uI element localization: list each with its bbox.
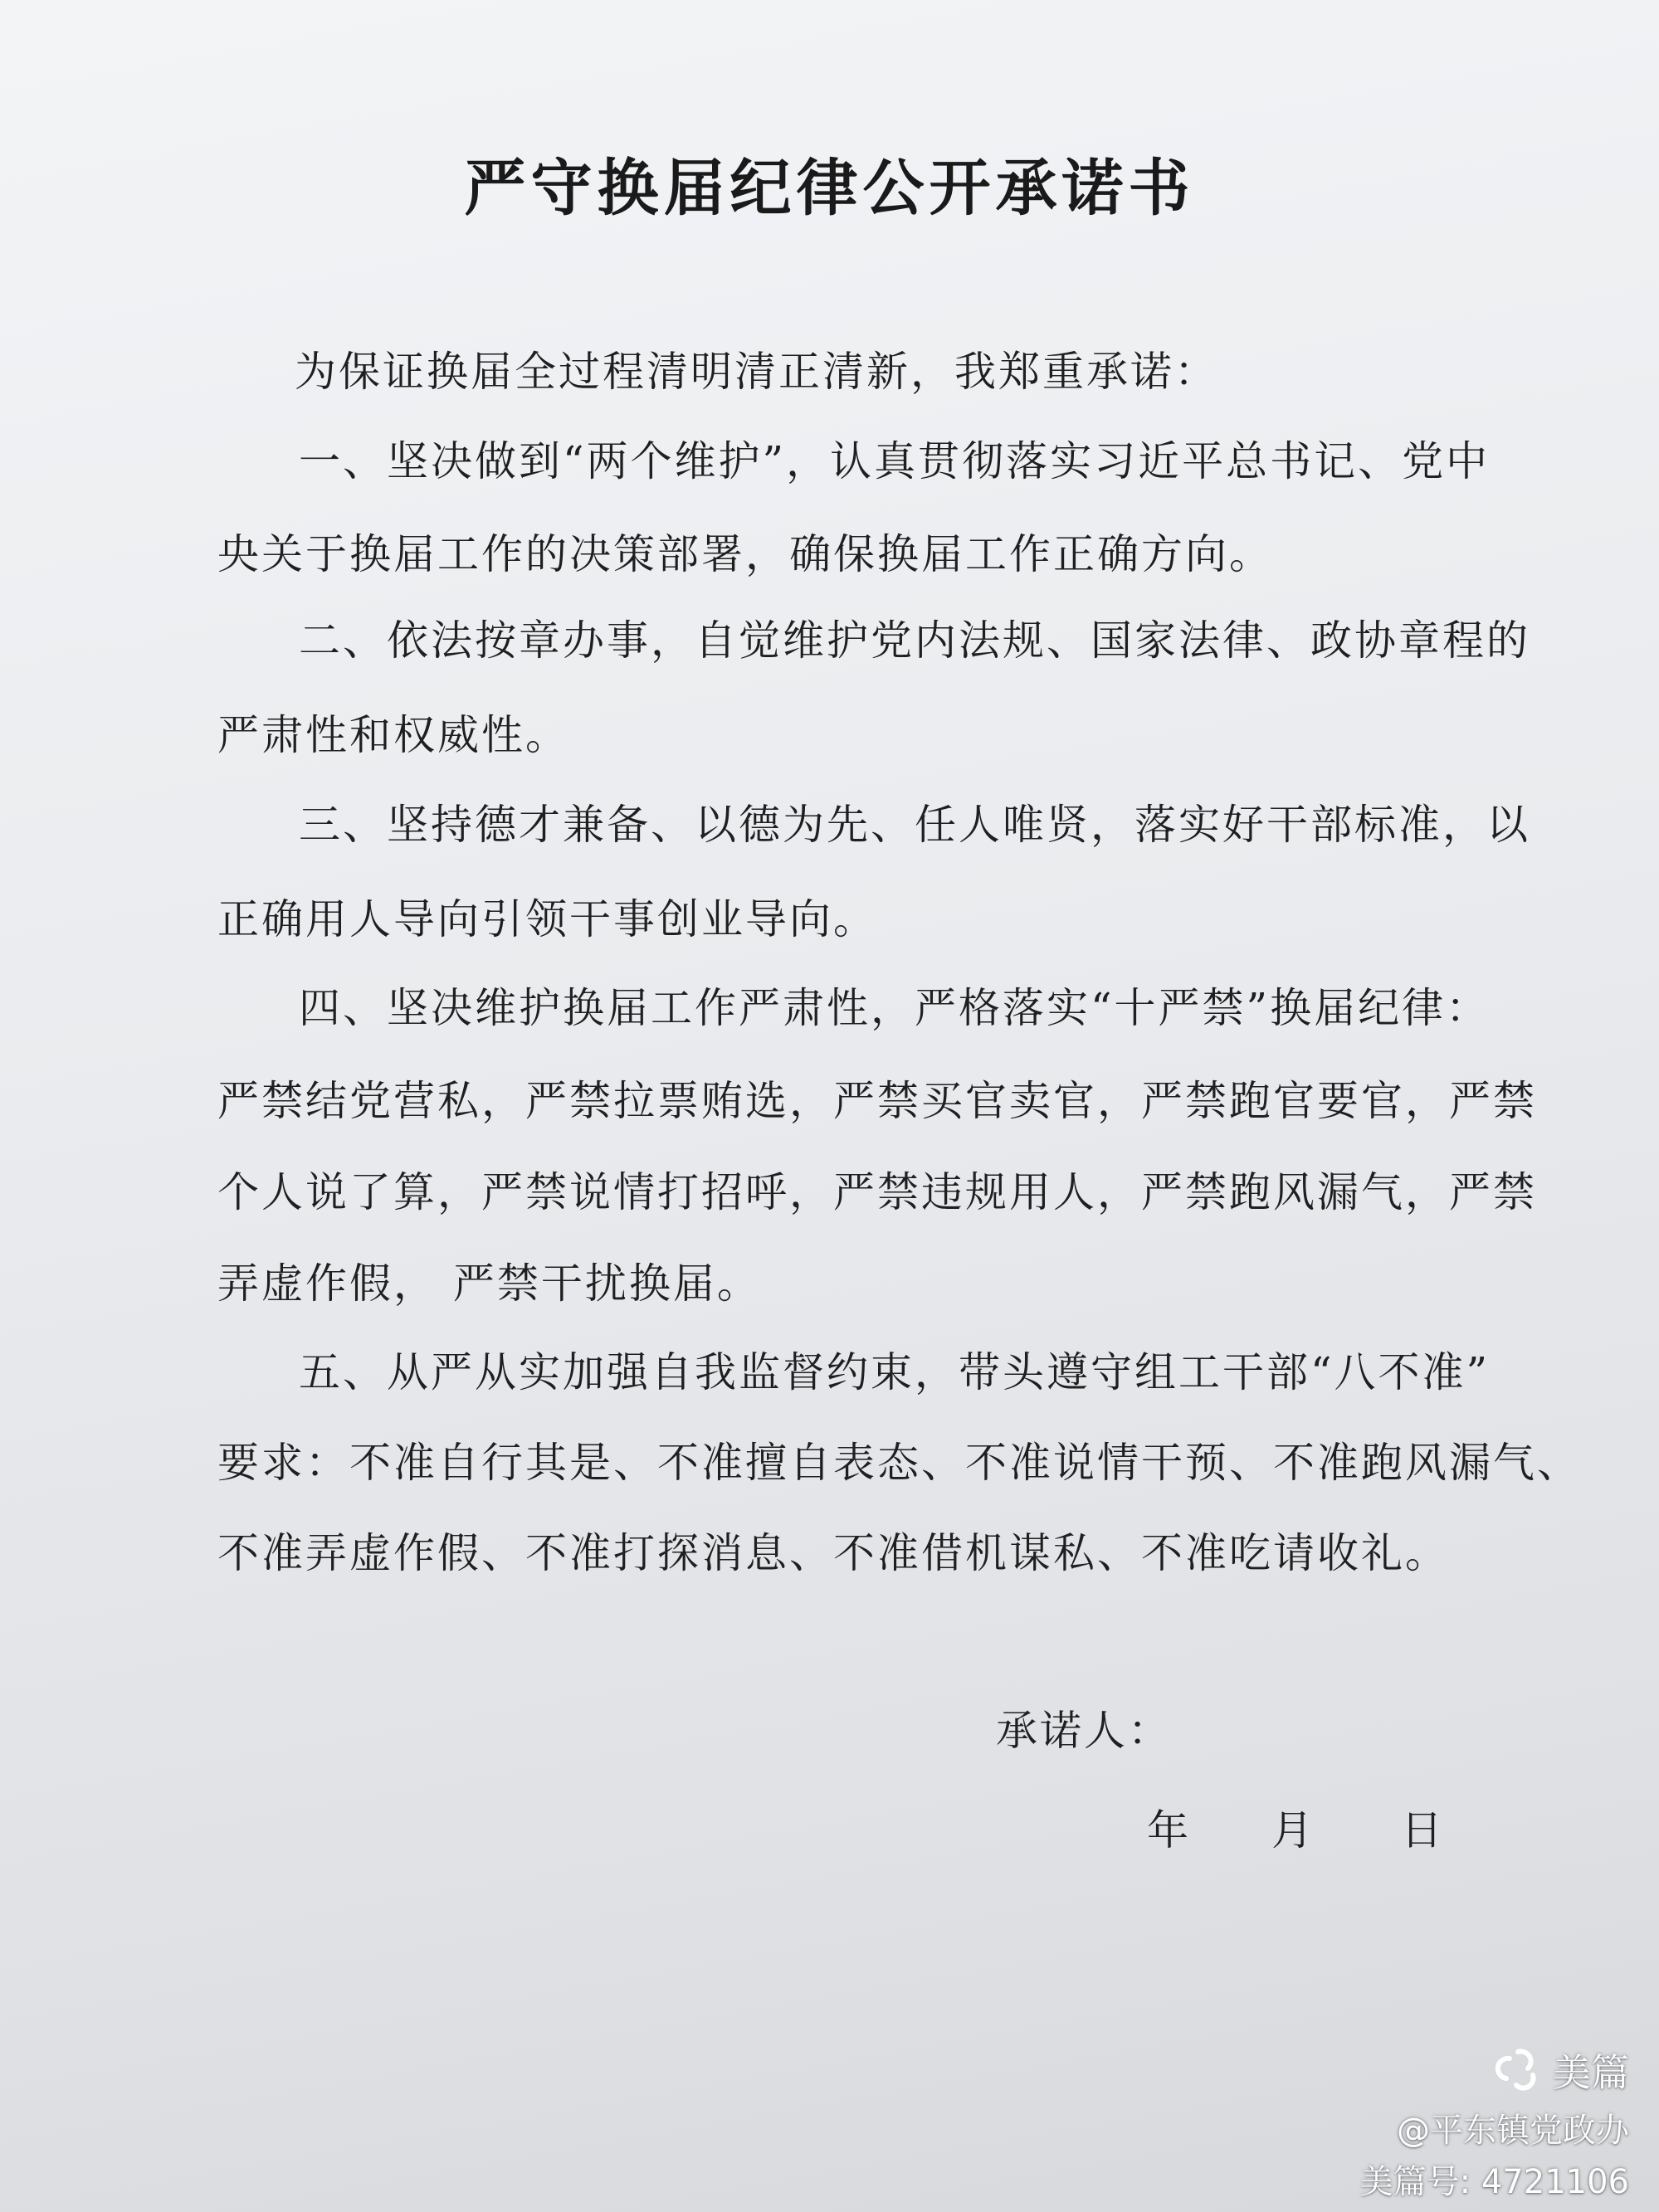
clause-2-line-1: 二、依法按章办事，自觉维护党内法规、国家法律、政协章程的 bbox=[299, 616, 1530, 665]
document-title: 严守换届纪律公开承诺书 bbox=[464, 153, 1195, 224]
clause-5-line-1: 五、从严从实加强自我监督约束，带头遵守组工干部“八不准” bbox=[299, 1348, 1491, 1396]
date-day-label: 日 bbox=[1401, 1806, 1442, 1854]
watermark-id: 美篇号: 4721106 bbox=[1359, 2163, 1629, 2201]
signature-label: 承诺人： bbox=[996, 1707, 1172, 1755]
clause-4-line-1: 四、坚决维护换届工作严肃性，严格落实“十严禁”换届纪律： bbox=[299, 984, 1491, 1032]
watermark-brand bbox=[1495, 2043, 1629, 2098]
clause-1-line-1: 一、坚决做到“两个维护”，认真贯彻落实习近平总书记、党中 bbox=[299, 437, 1491, 485]
intro-paragraph: 为保证换届全过程清明清正清新，我郑重承诺： bbox=[295, 348, 1218, 396]
watermark-brand-text: 美篇 bbox=[1553, 2050, 1629, 2095]
clause-4-line-4: 弄虚作假， 严禁干扰换届。 bbox=[217, 1259, 761, 1308]
date-year-label: 年 bbox=[1147, 1806, 1188, 1854]
clause-3-line-1: 三、坚持德才兼备、以德为先、任人唯贤，落实好干部标准，以 bbox=[299, 801, 1530, 849]
clause-3-line-2: 正确用人导向引领干事创业导向。 bbox=[217, 895, 877, 943]
meipian-logo-icon bbox=[1495, 2047, 1541, 2093]
clause-5-line-2: 要求：不准自行其是、不准擅自表态、不准说情干预、不准跑风漏气、 bbox=[217, 1439, 1581, 1487]
clause-4-line-3: 个人说了算，严禁说情打招呼，严禁违规用人，严禁跑风漏气，严禁 bbox=[217, 1168, 1537, 1216]
watermark-account: @平东镇党政办 bbox=[1397, 2112, 1629, 2150]
clause-1-line-2: 央关于换届工作的决策部署，确保换届工作正确方向。 bbox=[217, 530, 1273, 578]
clause-4-line-2: 严禁结党营私，严禁拉票贿选，严禁买官卖官，严禁跑官要官，严禁 bbox=[217, 1077, 1537, 1125]
date-line bbox=[1147, 1805, 1446, 1855]
clause-5-line-3: 不准弄虚作假、不准打探消息、不准借机谋私、不准吃请收礼。 bbox=[217, 1529, 1449, 1577]
clause-2-line-2: 严肃性和权威性。 bbox=[217, 711, 569, 759]
date-month-label: 月 bbox=[1271, 1806, 1313, 1854]
